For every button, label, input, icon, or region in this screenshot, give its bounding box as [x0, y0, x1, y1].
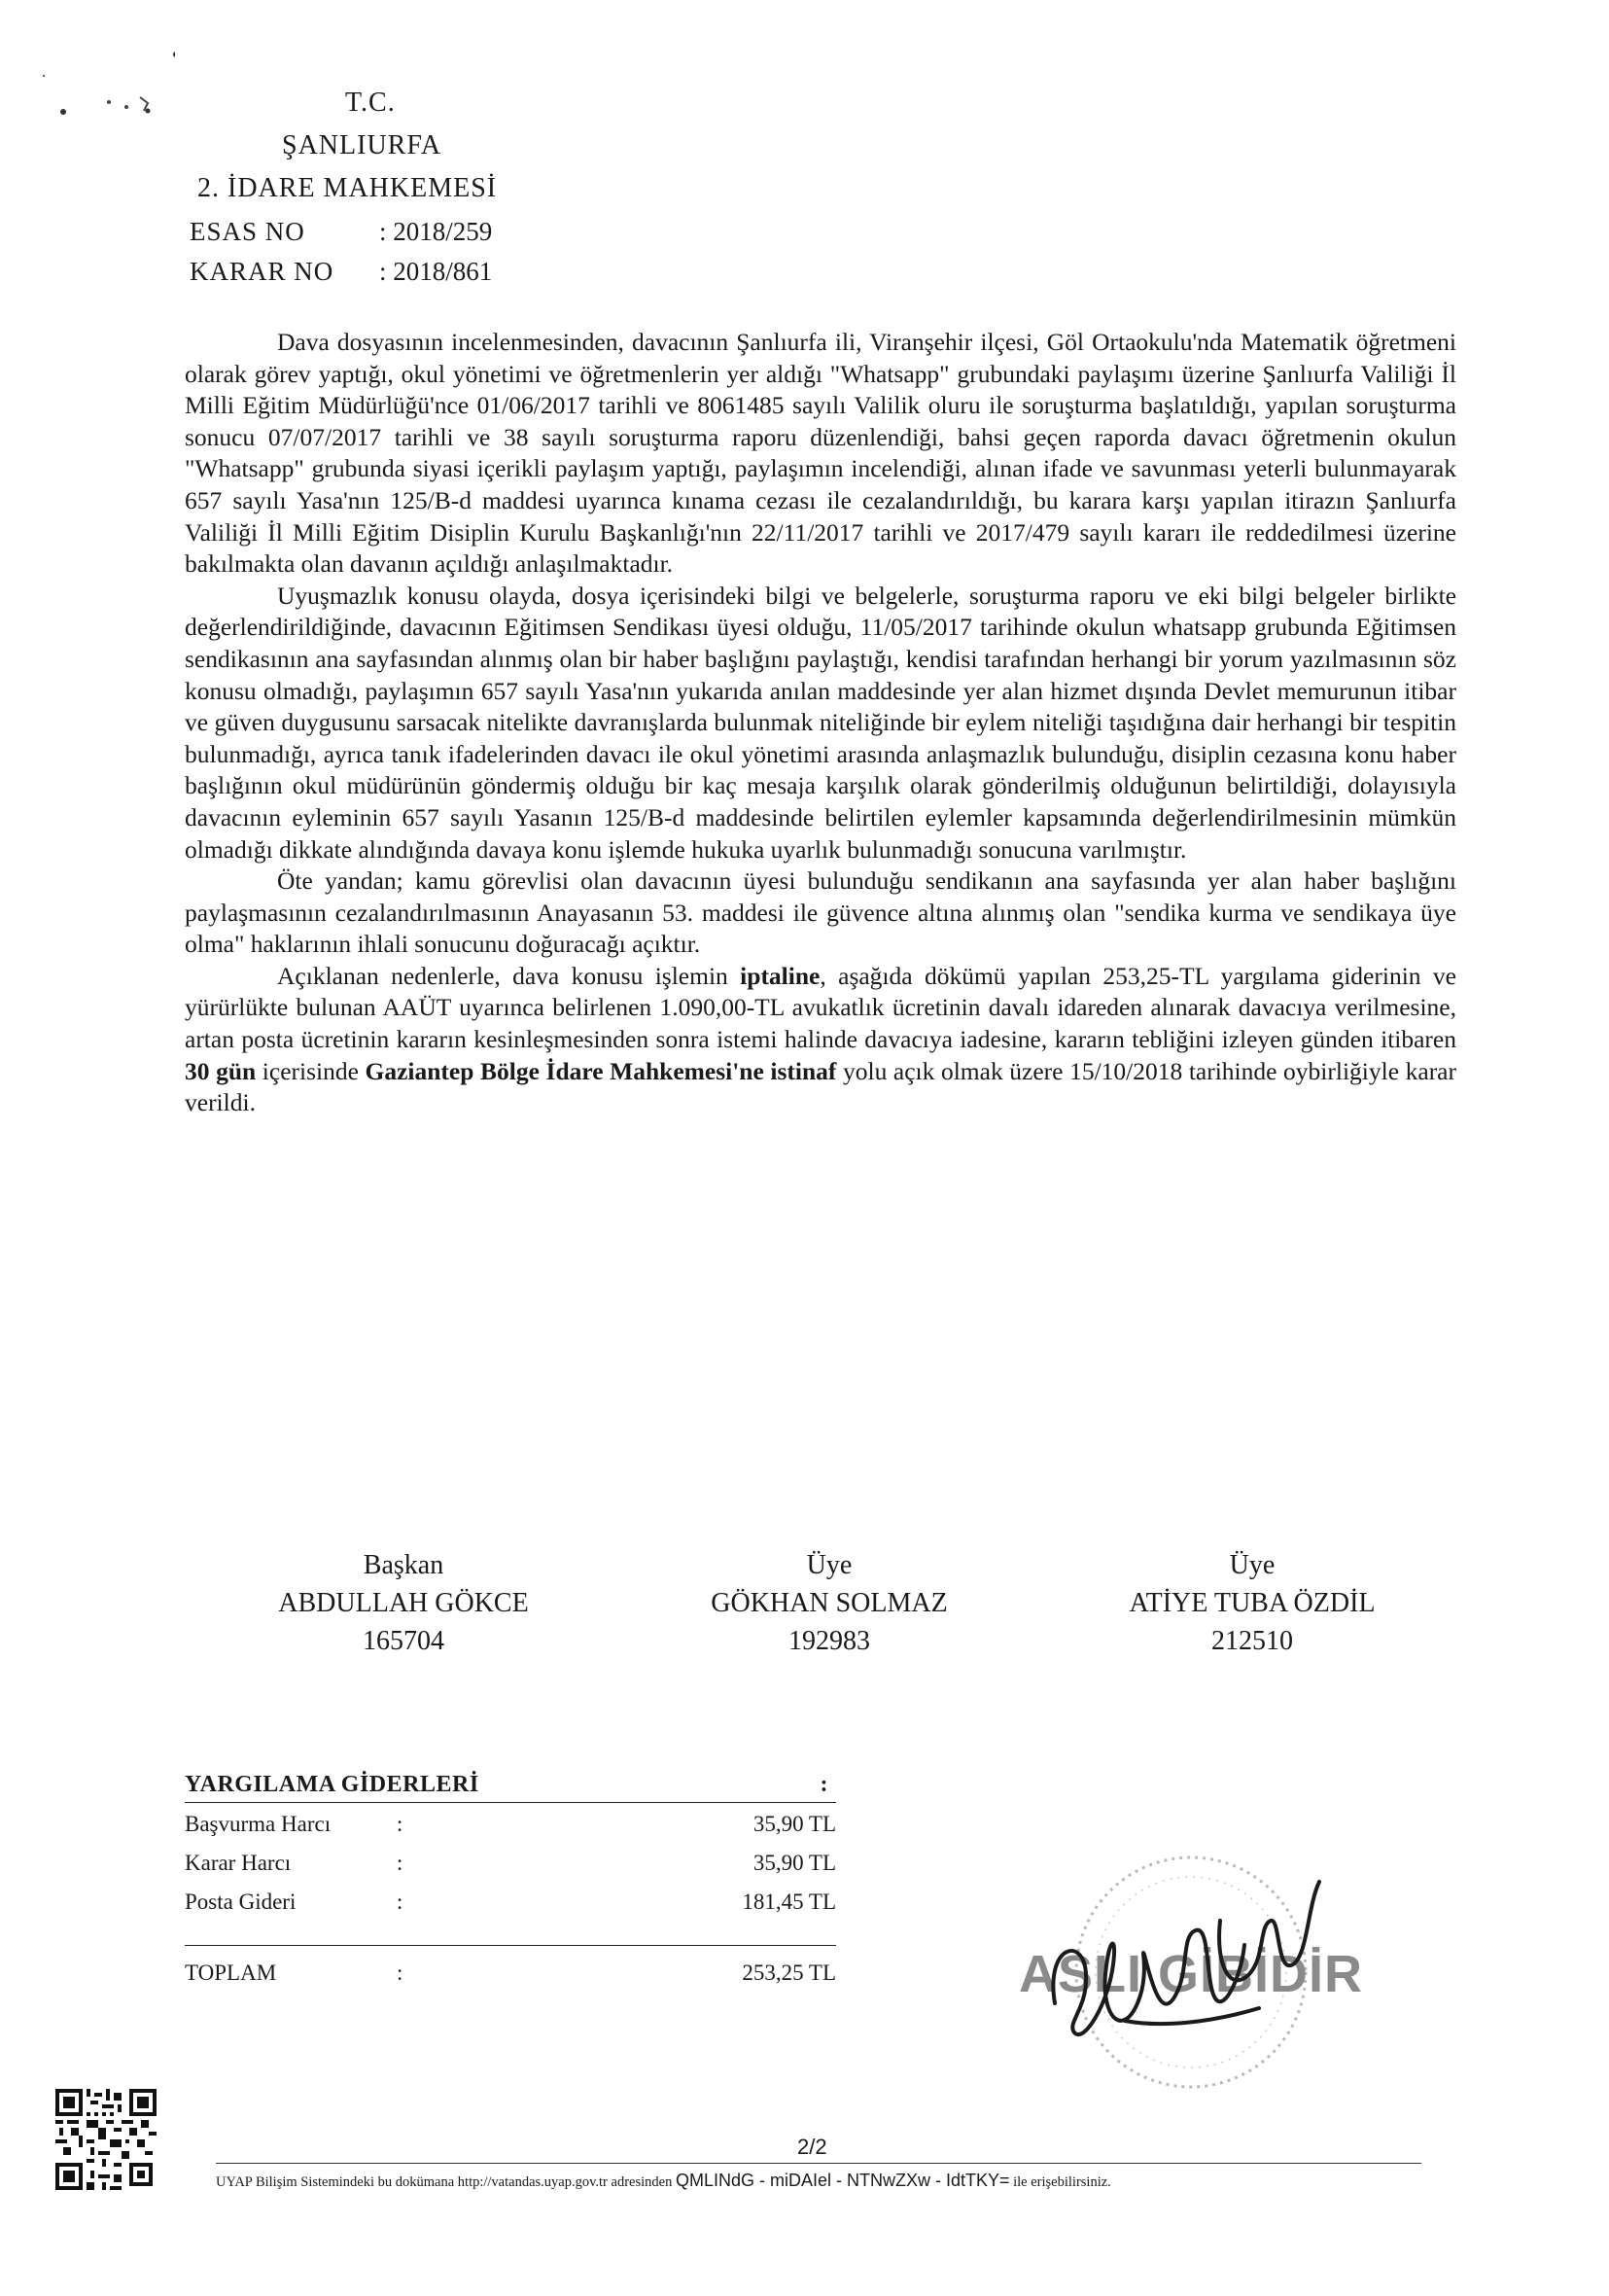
expense-value: 35,90 TL: [752, 1812, 836, 1836]
signature-name: ATİYE TUBA ÖZDİL: [1129, 1588, 1376, 1618]
signature-id: 165704: [363, 1626, 444, 1656]
expense-colon: :: [397, 1890, 403, 1914]
signature-name: ABDULLAH GÖKCE: [278, 1588, 529, 1618]
footer-code: QMLINdG - miDAIel - NTNwZXw - IdtTKY=: [675, 2171, 1010, 2190]
expense-name: Başvurma Harcı: [185, 1812, 332, 1836]
expense-name: Posta Gideri: [185, 1890, 297, 1914]
paragraph-2: Uyuşmazlık konusu olayda, dosya içerisindeki bilgi ve belgelerle, soruşturma raporu ve eki bilgi belgeler birlikte değerlendirildiğinde, davacının Eğitimsen Sendikası üyesi olduğu, 11/05/2017 tarihinde okulun whatsapp grubunda Eğitimsen sendikasının ana sayfasından alınmış olan bir haber başlığını paylaştığı, kendisi tarafından herhangi bir yorum yazılmasının söz konusu olmadığı, paylaşımın 657 sayılı Yasa'nın yukarıda anılan maddesinde yer alan hizmet dışında Devlet memurunun itibar ve güven duygusunu sarsacak nitelikte davranışlarda bulunmak niteliğinde bir eylem niteliği taşıdığına dair herhangi bir tespitin bulunmadığı, ayrıca tanık ifadelerinden davacı ile okul yönetimi arasında anlaşmazlık bulunduğu, disiplin cezasına konu haber başlığının okul müdürünün göndermiş olduğu bir kaç mesaja karşılık olarak gönderilmiş olduğunun belirtildiği, dolayısıyla davacının eyleminin 657 sayılı Yasanın 125/B-d maddesinde belirtilen eylemler kapsamında değerlendirilmesinin mümkün olmadığı dikkate alındığında davaya konu işlemde hukuka uyarlık bulunmadığı sonucuna varılmıştır.: [185, 581, 1456, 864]
expense-name: Karar Harcı: [185, 1851, 292, 1875]
signature-role: Başkan: [363, 1550, 444, 1580]
expenses-title: [185, 1772, 836, 1803]
p4-text-e: içerisinde: [256, 1056, 366, 1085]
stamp-text: ASLI GİBİDİR: [1018, 1945, 1364, 2003]
expense-colon: :: [397, 1851, 403, 1875]
paragraph-1: Dava dosyasının incelenmesinden, davacının Şanlıurfa ili, Viranşehir ilçesi, Göl Ortaokulu'nda Matematik öğretmeni olarak görev yaptığı, okul yönetimi ve öğretmenlerin yer aldığı "Whatsapp" grubundaki paylaşımı üzerine Şanlıurfa Valiliği İl Milli Eğitim Müdürlüğü'nce 01/06/2017 tarihli ve 8061485 sayılı Valilik oluru ile soruşturma başlatıldığı, yapılan soruşturma sonucu 07/07/2017 tarihli ve 38 sayılı soruşturma raporu düzenlendiği, bahsi geçen raporda davacı öğretmenin okulun "Whatsapp" grubunda siyasi içerikli paylaşım yaptığı, paylaşımın incelendiği, alınan ifade ve savunması yeterli bulunmayarak 657 sayılı Yasa'nın 125/B-d maddesi uyarınca kınama cezası ile cezalandırıldığı, bu karara karşı yapılan itirazın Şanlıurfa Valiliği İl Milli Eğitim Disiplin Kurulu Başkanlığı'nın 22/11/2017 tarihli ve 2017/479 sayılı kararı ile reddedilmesi üzerine bakılmakta olan davanın açıldığı anlaşılmaktadır.: [185, 328, 1456, 579]
p4-text-g: yolu açık olmak üzere 15/10/2018 tarihinde oybirliğiyle karar verildi.: [185, 1056, 1456, 1117]
signature-president: [228, 1546, 578, 1660]
expense-colon: :: [397, 1812, 403, 1836]
expenses-title-text: YARGILAMA GİDERLERİ: [185, 1772, 479, 1797]
expenses-title-colon: :: [820, 1772, 828, 1797]
header-tc: T.C.: [345, 88, 396, 118]
paragraph-3: Öte yandan; kamu görevlisi olan davacının üyesi bulunduğu sendikanın ana sayfasında yer alan haber başlığını paylaşmasının cezalandırılmasının Anayasanın 53. maddesi ile güvence altına alınmış olan "sendika kurma ve sendikaya üye olma" haklarının ihlali sonucunu doğuracağı açıktır.: [185, 866, 1456, 959]
signature-member-2: [1077, 1546, 1427, 1660]
p4-bold-30-gun: 30 gün: [185, 1056, 257, 1085]
signature-id: 192983: [788, 1626, 870, 1656]
expense-value: 35,90 TL: [752, 1851, 836, 1875]
footer-verification: [216, 2171, 1421, 2191]
karar-value: : 2018/861: [379, 257, 493, 286]
expense-total-row: [185, 1954, 836, 1993]
header-city: ŞANLIURFA: [282, 130, 442, 160]
qr-code: [55, 2089, 157, 2190]
expenses-divider: [185, 1945, 836, 1946]
p4-text-a: Açıklanan nedenlerle, dava konusu işlemin: [277, 961, 741, 990]
court-stamp-signature: [1016, 1828, 1366, 2120]
karar-no: [190, 259, 492, 285]
signature-role: Üye: [806, 1550, 853, 1580]
p4-text-c: , aşağıda dökümü yapılan 253,25-TL yargılama giderinin ve yürürlükte bulunan AAÜT uyarınca belirlenen 1.090,00-TL avukatlık ücretinin davalı idareden alınarak davacıya verilmesine, artan posta ücretinin kararın kesinleşmesinden sonra istemi halinde davacıya iadesine, kararın tebliğini izleyen günden itibaren: [185, 961, 1456, 1054]
decision-body: [185, 327, 1456, 1119]
page-number: 2/2: [797, 2135, 827, 2159]
signature-id: 212510: [1211, 1626, 1293, 1656]
esas-value: : 2018/259: [379, 217, 493, 246]
expense-value: 181,45 TL: [742, 1890, 836, 1914]
esas-label: ESAS NO: [190, 217, 305, 246]
expense-total-label: TOPLAM: [185, 1960, 277, 1985]
expense-row: [185, 1883, 836, 1922]
footer-suffix: ile erişebilirsiniz.: [1013, 2174, 1111, 2190]
footer-prefix: UYAP Bilişim Sistemindeki bu dokümana http://vatandas.uyap.gov.tr adresinden: [216, 2174, 673, 2190]
signature-role: Üye: [1229, 1550, 1276, 1580]
scan-specks: [39, 39, 175, 126]
signature-member-1: [654, 1546, 1004, 1660]
signature-name: GÖKHAN SOLMAZ: [711, 1588, 948, 1618]
footer-divider: [216, 2163, 1421, 2164]
expense-row: [185, 1844, 836, 1883]
karar-label: KARAR NO: [190, 257, 334, 286]
expense-total-value: 253,25 TL: [742, 1960, 836, 1985]
header-court: 2. İDARE MAHKEMESİ: [197, 173, 498, 203]
expenses-table: [185, 1772, 836, 1993]
p4-bold-istinaf: Gaziantep Bölge İdare Mahkemesi'ne istinaf: [365, 1056, 837, 1085]
esas-no: [190, 219, 492, 245]
expense-colon: :: [397, 1960, 403, 1985]
paragraph-4: [185, 961, 1456, 1119]
p4-bold-iptaline: iptaline: [740, 961, 821, 990]
expense-row: [185, 1805, 836, 1844]
